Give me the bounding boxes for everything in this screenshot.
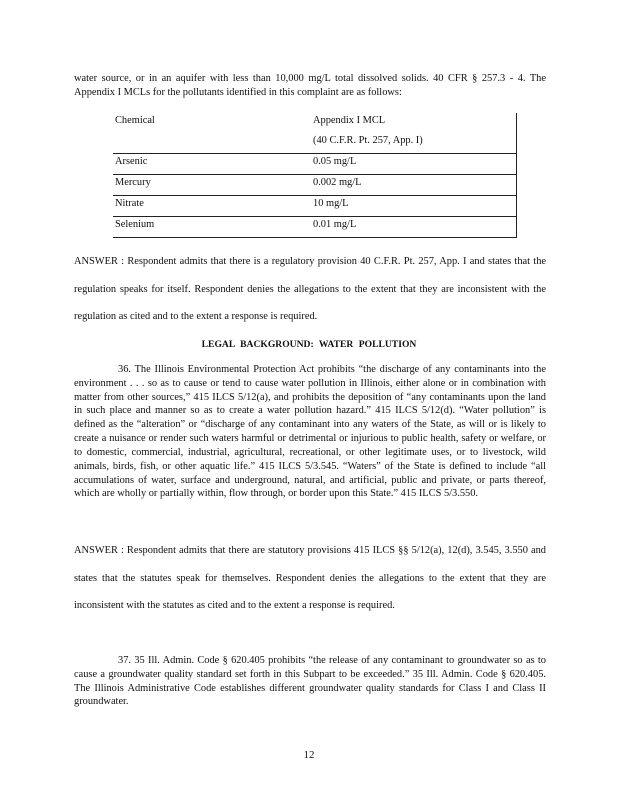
answer-paragraph-1: ANSWER : Respondent admits that there is a regulatory provision 40 C.F.R. Pt. 257, App. I and states that the regulation speaks for itself. Respondent denies the allegations to the extent that they are inconsistent with the regulation as cited and to the extent a response is required. xyxy=(74,256,546,322)
table-row: Arsenic 0.05 mg/L xyxy=(113,154,517,175)
paragraph-37: 37. 35 Ill. Admin. Code § 620.405 prohibits “the release of any contaminant to groundwater so as to cause a groundwater quality standard set forth in this Subpart to be exceeded.” 35 Ill. Admin. Code § 620.405. The Illinois Administrative Code establishes different groundwater quality standards for Class I and Class II groundwater. xyxy=(74,655,546,708)
table-row: Mercury 0.002 mg/L xyxy=(113,175,517,196)
table-row: Selenium 0.01 mg/L xyxy=(113,217,517,238)
header-chemical: Chemical xyxy=(115,115,155,126)
section-heading: LEGAL BACKGROUND: WATER POLLUTION xyxy=(201,339,417,350)
header-mcl-citation: (40 C.F.R. Pt. 257, App. I) xyxy=(311,133,517,154)
table-row: Nitrate 10 mg/L xyxy=(113,196,517,217)
paragraph-36: 36. The Illinois Environmental Protection Act prohibits “the discharge of any contaminants into the environment . . . so as to cause or tend to cause water pollution in Illinois, either alone or in combination with matter from other sources,” 415 ILCS 5/12(a), and prohibits the deposition of “any contaminants upon the land in such place and manner so as to create a water pollution hazard.” 415 ILCS 5/12(d). “Water pollution” is defined as the “alteration” or “discharge of any contaminant into any waters of the State, as will or is likely to create a nuisance or render such waters harmful or detrimental or injurious to public health, safety or welfare, or to domestic, commercial, industrial, agricultural, recreational, or other legitimate uses, or to livestock, wild animals, birds, fish, or other aquatic life.” 415 ILCS 5/3.545. “Waters” of the State is defined to include “all accumulations of water, surface and underground, natural, and artificial, public and private, or parts thereof, which are wholly or partially within, flow through, or border upon this State.” 415 ILCS 5/3.550. xyxy=(74,364,546,500)
page-number: 12 xyxy=(303,749,315,761)
intro-paragraph: water source, or in an aquifer with less than 10,000 mg/L total dissolved solids. 40 CFR § 257.3 - 4. The Appendix I MCLs for the pollutants identified in this complaint are as follows: xyxy=(74,73,546,98)
table-header-row xyxy=(113,113,517,133)
header-mcl: Appendix I MCL xyxy=(311,113,517,133)
mcl-table xyxy=(113,113,517,238)
answer-paragraph-2: ANSWER : Respondent admits that there are statutory provisions 415 ILCS §§ 5/12(a), 12(d), 3.545, 3.550 and states that the statutes speak for themselves. Respondent denies the allegations to the extent that they are inconsistent with the statutes as cited and to the extent a response is required. xyxy=(74,545,546,611)
table-header-row-2 xyxy=(113,133,517,154)
